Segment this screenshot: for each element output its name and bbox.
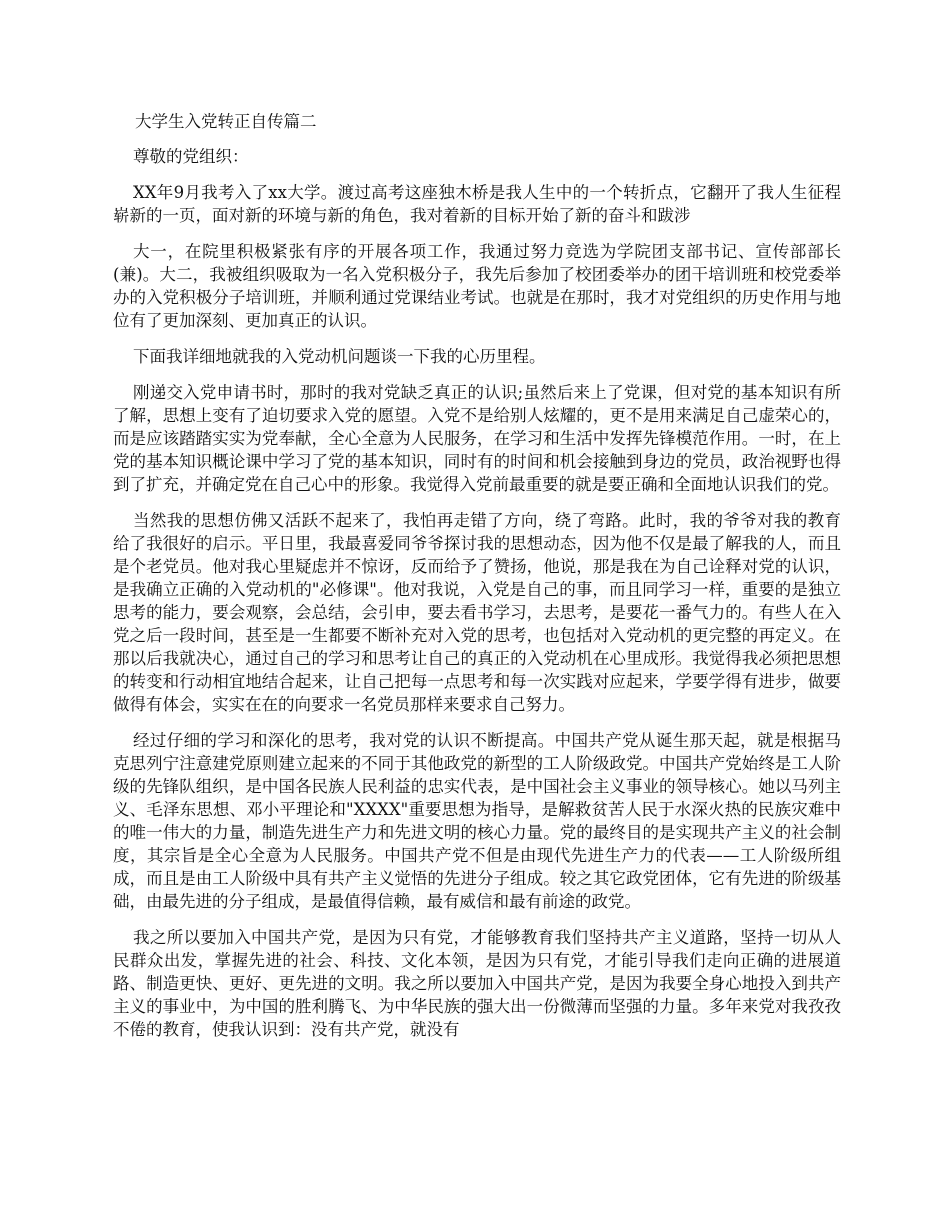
paragraph-4: 刚递交入党申请书时，那时的我对党缺乏真正的认识;虽然后来上了党课，但对党的基本知识有所了解，思想上变有了迫切要求入党的愿望。入党不是给别人炫耀的，更不是用来满足自己虚荣心的，而是应该踏踏实实为党奉献，全心全意为人民服务，在学习和生活中发挥先锋模范作用。一时，在上党的基本知识概论课中学习了党的基本知识，同时有的时间和机会接触到身边的党员，政治视野也得到了扩充，并确定党在自己心中的形象。我觉得入党前最重要的就是要正确和全面地认识我们的党。 [113, 383, 841, 494]
document-page [113, 110, 841, 1054]
paragraph-1: XX年9月我考入了xx大学。渡过高考这座独木桥是我人生中的一个转折点，它翻开了我人生征程崭新的一页，面对新的环境与新的角色，我对着新的目标开始了新的奋斗和跋涉 [113, 183, 841, 225]
document-title: 大学生入党转正自传篇二 [135, 112, 317, 131]
salutation: 尊敬的党组织： [133, 147, 249, 166]
paragraph-7: 我之所以要加入中国共产党，是因为只有党，才能够教育我们坚持共产主义道路，坚持一切从人民群众出发，掌握先进的社会、科技、文化本领，是因为只有党，才能引导我们走向正确的进展道路、制造更快、更好、更先进的文明。我之所以要加入中国共产党，是因为我要全身心地投入到共产主义的事业中，为中国的胜利腾飞、为中华民族的强大出一份微薄而坚强的力量。多年来党对我孜孜不倦的教育，使我认识到：没有共产党，就没有 [113, 928, 841, 1039]
paragraph-3: 下面我详细地就我的入党动机问题谈一下我的心历里程。 [133, 347, 546, 366]
paragraph-6: 经过仔细的学习和深化的思考，我对党的认识不断提高。中国共产党从诞生那天起，就是根据马克思列宁注意建党原则建立起来的不同于其他政党的新型的工人阶级政党。中国共产党始终是工人阶级的先锋队组织，是中国各民族人民利益的忠实代表，是中国社会主义事业的领导核心。她以马列主义、毛泽东思想、邓小平理论和"XXXX"重要思想为指导，是解救贫苦人民于水深火热的民族灾难中的唯一伟大的力量，制造先进生产力和先进文明的核心力量。党的最终目的是实现共产主义的社会制度，其宗旨是全心全意为人民服务。中国共产党不但是由现代先进生产力的代表——工人阶级所组成，而且是由工人阶级中具有共产主义觉悟的先进分子组成。较之其它政党团体，它有先进的阶级基础，由最先进的分子组成，是最值得信赖，最有威信和最有前途的政党。 [113, 731, 841, 911]
paragraph-2: 大一，在院里积极紧张有序的开展各项工作，我通过努力竞选为学院团支部书记、宣传部部长(兼)。大二，我被组织吸取为一名入党积极分子，我先后参加了校团委举办的团干培训班和校党委举办的入党积极分子培训班，并顺利通过党课结业考试。也就是在那时，我才对党组织的历史作用与地位有了更加深刻、更加真正的认识。 [113, 242, 841, 330]
paragraph-5: 当然我的思想仿佛又活跃不起来了，我怕再走错了方向，绕了弯路。此时，我的爷爷对我的教育给了我很好的启示。平日里，我最喜爱同爷爷探讨我的思想动态，因为他不仅是最了解我的人，而且是个老党员。他对我心里疑虑并不惊讶，反而给予了赞扬，他说，那是我在为自己诠释对党的认识，是我确立正确的入党动机的"必修课"。他对我说，入党是自己的事，而且同学习一样，重要的是独立思考的能力，要会观察，会总结，会引申，要去看书学习，去思考，是要花一番气力的。有些人在入党之后一段时间，甚至是一生都要不断补充对入党的思考，也包括对入党动机的更完整的再定义。在那以后我就决心，通过自己的学习和思考让自己的真正的入党动机在心里成形。我觉得我必须把思想的转变和行动相宜地结合起来，让自己把每一点思考和每一次实践对应起来，学要学得有进步，做要做得有体会，实实在在的向要求一名党员那样来要求自己努力。 [113, 511, 841, 714]
